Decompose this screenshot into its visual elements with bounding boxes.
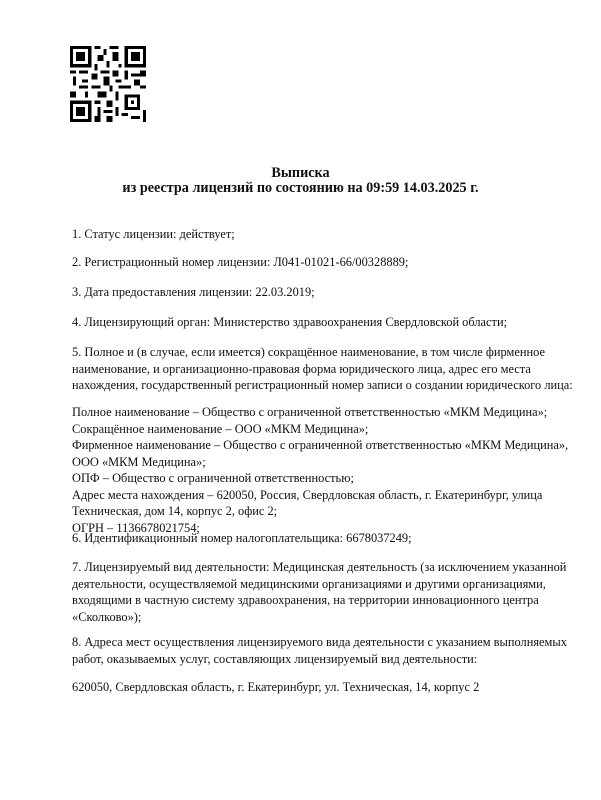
text-line: входящими в частную систему здравоохранения, на территории инновационного центра: [72, 593, 539, 607]
text-line: 8. Адреса мест осуществления лицензируемого вида деятельности с указанием выполняемых: [72, 635, 567, 649]
licensed-activity: [72, 559, 567, 625]
registration-number: 2. Регистрационный номер лицензии: Л041-01021-66/00328889;: [72, 255, 409, 269]
text-line: нахождения, государственный регистрационный номер записи о создании юридического лица:: [72, 378, 573, 392]
license-date: 3. Дата предоставления лицензии: 22.03.2019;: [72, 285, 315, 299]
document-subtitle: из реестра лицензий по состоянию на 09:59 14.03.2025 г.: [122, 180, 479, 196]
ogrn: ОГРН – 1136678021754;: [72, 520, 200, 535]
legal-address-cont: Техническая, дом 14, корпус 2, офис 2;: [72, 504, 278, 518]
brand-name-cont: ООО «МКМ Медицина»;: [72, 454, 206, 469]
legal-form: ОПФ – Общество с ограниченной ответственностью;: [72, 471, 354, 485]
license-status: 1. Статус лицензии: действует;: [72, 227, 235, 241]
text-line: «Сколково»);: [72, 609, 142, 624]
text-line: деятельности, осуществляемой медицинскими организациями и другими организациями,: [72, 576, 546, 591]
licensing-authority: 4. Лицензирующий орган: Министерство здравоохранения Свердловской области;: [72, 315, 508, 329]
text-line: работ, оказываемых услуг, составляющих лицензируемый вид деятельности:: [72, 651, 478, 666]
activity-address: 620050, Свердловская область, г. Екатеринбург, ул. Техническая, 14, корпус 2: [72, 680, 480, 694]
short-name: Сокращённое наименование – ООО «МКМ Медицина»;: [72, 421, 369, 436]
brand-name: Фирменное наименование – Общество с ограниченной ответственностью «МКМ Медицина»,: [72, 438, 569, 452]
name-section-header: [72, 344, 573, 394]
organization-details: [72, 404, 569, 536]
inn: 6. Идентификационный номер налогоплательщика: 6678037249;: [72, 531, 412, 545]
addresses-section-header: [72, 634, 567, 667]
qr-code-icon: [70, 46, 146, 122]
document-title: Выписка: [271, 165, 330, 181]
text-line: 7. Лицензируемый вид деятельности: Медицинская деятельность (за исключением указанной: [72, 560, 567, 574]
legal-address: Адрес места нахождения – 620050, Россия, Свердловская область, г. Екатеринбург, улица: [72, 487, 543, 502]
full-name: Полное наименование – Общество с ограниченной ответственностью «МКМ Медицина»;: [72, 405, 548, 419]
text-line: наименование, и организационно-правовая форма юридического лица, адрес его места: [72, 361, 531, 376]
text-line: 5. Полное и (в случае, если имеется) сокращённое наименование, в том числе фирменное: [72, 345, 545, 359]
